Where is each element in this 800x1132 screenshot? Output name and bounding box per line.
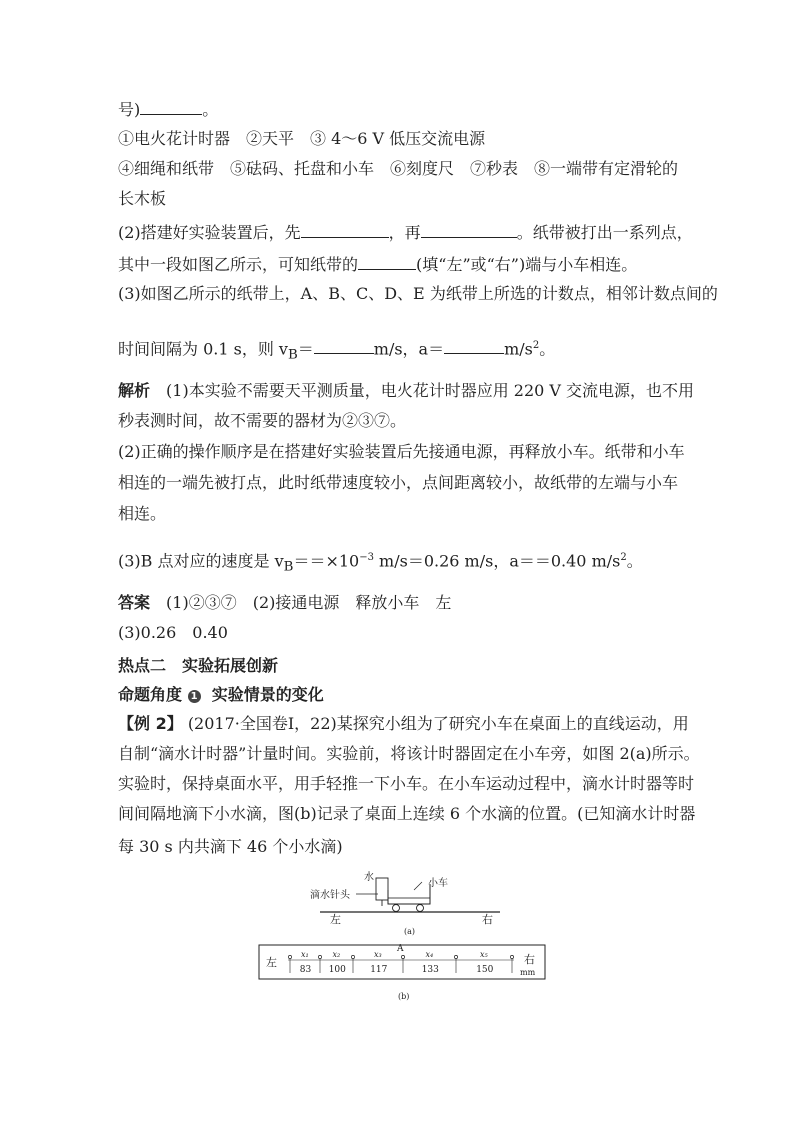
cart-base xyxy=(388,898,430,904)
drop-point xyxy=(351,955,354,958)
example-line-4: 间间隔地滴下小水滴，图(b)记录了桌面上连续 6 个水滴的位置。(已知滴水计时器 xyxy=(118,804,696,823)
answer-line-2: (3)0.26 0.40 xyxy=(118,623,228,642)
example-source: (2017·全国卷Ⅰ，22) xyxy=(187,714,337,733)
cart-body xyxy=(388,884,430,904)
segment-value: 100 xyxy=(328,965,346,975)
q2-text-e: (填“左”或“右”)端与小车相连。 xyxy=(416,255,638,274)
q1-blank xyxy=(140,98,202,115)
fig-b-unit-label: mm xyxy=(520,968,536,977)
q1-answer-line xyxy=(118,98,218,121)
q3-text-e: 。 xyxy=(539,339,556,359)
analysis-p3b: ＝＝×10 xyxy=(293,551,360,571)
example-tag: 【例 2】 xyxy=(118,714,183,733)
analysis-p1a: (1)本实验不需要天平测质量，电火花计时器应用 220 V 交流电源，也不用 xyxy=(166,381,695,400)
angle-number-badge: 1 xyxy=(188,690,201,703)
segment-label: x₄ xyxy=(425,950,434,959)
fig-b-caption: (b) xyxy=(398,992,410,1001)
q2-line-1 xyxy=(118,221,693,244)
segment-value: 150 xyxy=(476,965,494,975)
figure-a-cart-diagram xyxy=(300,868,520,938)
equipment-line-1: ①电火花计时器 ②天平 ③ 4～6 V 低压交流电源 xyxy=(118,129,486,148)
q2-text-b: ，再 xyxy=(388,223,421,242)
figure-b-drop-tape xyxy=(258,937,548,1005)
segment-value: 117 xyxy=(370,965,388,975)
q2-text-a: (2)搭建好实验装置后，先 xyxy=(118,223,301,242)
example-line-5: 每 30 s 内共滴下 46 个小水滴) xyxy=(118,837,343,856)
analysis-line-3: (2)正确的操作顺序是在搭建好实验装置后先接通电源，再释放小车。纸带和小车 xyxy=(118,442,685,461)
q3-sup: 2 xyxy=(532,340,540,351)
segment-label: x₂ xyxy=(332,950,341,959)
example-line-3: 实验时，保持桌面水平，用手轻推一下小车。在小车运动过程中，滴水计时器等时 xyxy=(118,774,695,793)
analysis-line-6 xyxy=(118,547,643,579)
hotspot-heading: 热点二 实验拓展创新 xyxy=(118,656,279,675)
analysis-p3-sup2: 2 xyxy=(620,552,627,563)
segment-label: x₁ xyxy=(301,950,309,959)
segment-label: x₅ xyxy=(480,950,488,959)
q3-line-2 xyxy=(118,335,555,367)
angle-title: 实验情景的变化 xyxy=(211,685,324,704)
fig-a-left-label: 左 xyxy=(330,913,341,926)
cart-wheel-right xyxy=(417,905,424,912)
angle-heading xyxy=(118,684,324,706)
example-text-1: 某探究小组为了研究小车在桌面上的直线运动，用 xyxy=(336,714,689,733)
cart-wheel-left xyxy=(393,905,400,912)
fig-a-right-label: 右 xyxy=(482,913,493,926)
q3-blank-2 xyxy=(444,337,504,354)
fig-a-car-label: 小车 xyxy=(428,878,448,889)
drop-point xyxy=(454,955,457,958)
q2-blank-1 xyxy=(301,221,389,238)
segment-value: 133 xyxy=(421,965,439,975)
analysis-line-5: 相连。 xyxy=(118,504,167,523)
answer-text-1: (1)②③⑦ (2)接通电源 释放小车 左 xyxy=(166,593,452,612)
analysis-p3a: (3)B 点对应的速度是 v xyxy=(118,551,284,571)
analysis-p3d: 。 xyxy=(626,551,643,571)
fig-a-caption: (a) xyxy=(404,927,416,936)
drop-point xyxy=(318,955,321,958)
analysis-p3-sub: B xyxy=(283,559,294,575)
q2-text-d: 其中一段如图乙所示，可知纸带的 xyxy=(118,255,359,274)
example-line-2: 自制“滴水计时器”计量时间。实验前，将该计时器固定在小车旁，如图 2(a)所示。 xyxy=(118,744,700,763)
q3-text-a: 时间间隔为 0.1 s，则 v xyxy=(118,339,288,359)
segment-value: 83 xyxy=(299,965,312,975)
fig-b-left-label: 左 xyxy=(266,956,277,969)
q3-text-c: m/s，a＝ xyxy=(373,339,445,359)
analysis-p3-sup: −3 xyxy=(359,552,374,563)
drop-point xyxy=(510,955,513,958)
example-line-1 xyxy=(118,713,689,735)
q1-prefix: 号) xyxy=(118,100,141,119)
q1-suffix: 。 xyxy=(202,100,219,119)
q3-sub-b: B xyxy=(287,347,298,363)
q3-text-d: m/s xyxy=(504,339,533,359)
q3-text-b: ＝ xyxy=(297,339,314,359)
drip-timer-body xyxy=(376,878,388,900)
equipment-line-3: 长木板 xyxy=(118,189,167,208)
fig-a-car-leader xyxy=(414,882,422,890)
q2-line-2 xyxy=(118,253,637,276)
analysis-line-2: 秒表测时间，故不需要的器材为②③⑦。 xyxy=(118,411,407,430)
answer-line-1 xyxy=(118,592,451,614)
analysis-p3c: m/s＝0.26 m/s，a＝＝0.40 m/s xyxy=(373,551,621,571)
fig-b-right-label: 右 xyxy=(524,953,535,966)
drop-point xyxy=(288,955,291,958)
analysis-line-1 xyxy=(118,380,694,402)
drop-point xyxy=(401,955,404,958)
fig-a-needle-label: 滴水针头 xyxy=(310,890,350,901)
analysis-line-4: 相连的一端先被打点，此时纸带速度较小，点间距离较小，故纸带的左端与小车 xyxy=(118,473,679,492)
q2-text-c: 。纸带被打出一系列点， xyxy=(516,223,693,242)
q3-line-1: (3)如图乙所示的纸带上，A、B、C、D、E 为纸带上所选的计数点，相邻计数点间的 xyxy=(118,284,718,303)
q2-blank-2 xyxy=(421,221,517,238)
angle-prefix: 命题角度 xyxy=(118,685,183,704)
q2-blank-3 xyxy=(358,253,416,270)
analysis-label: 解析 xyxy=(118,381,151,400)
fig-a-water-label: 水 xyxy=(364,872,374,883)
q3-blank-1 xyxy=(314,337,374,354)
fig-b-point-a-label: A xyxy=(397,944,404,954)
equipment-line-2: ④细绳和纸带 ⑤砝码、托盘和小车 ⑥刻度尺 ⑦秒表 ⑧一端带有定滑轮的 xyxy=(118,159,679,178)
answer-label: 答案 xyxy=(118,593,151,612)
segment-label: x₃ xyxy=(374,950,382,959)
